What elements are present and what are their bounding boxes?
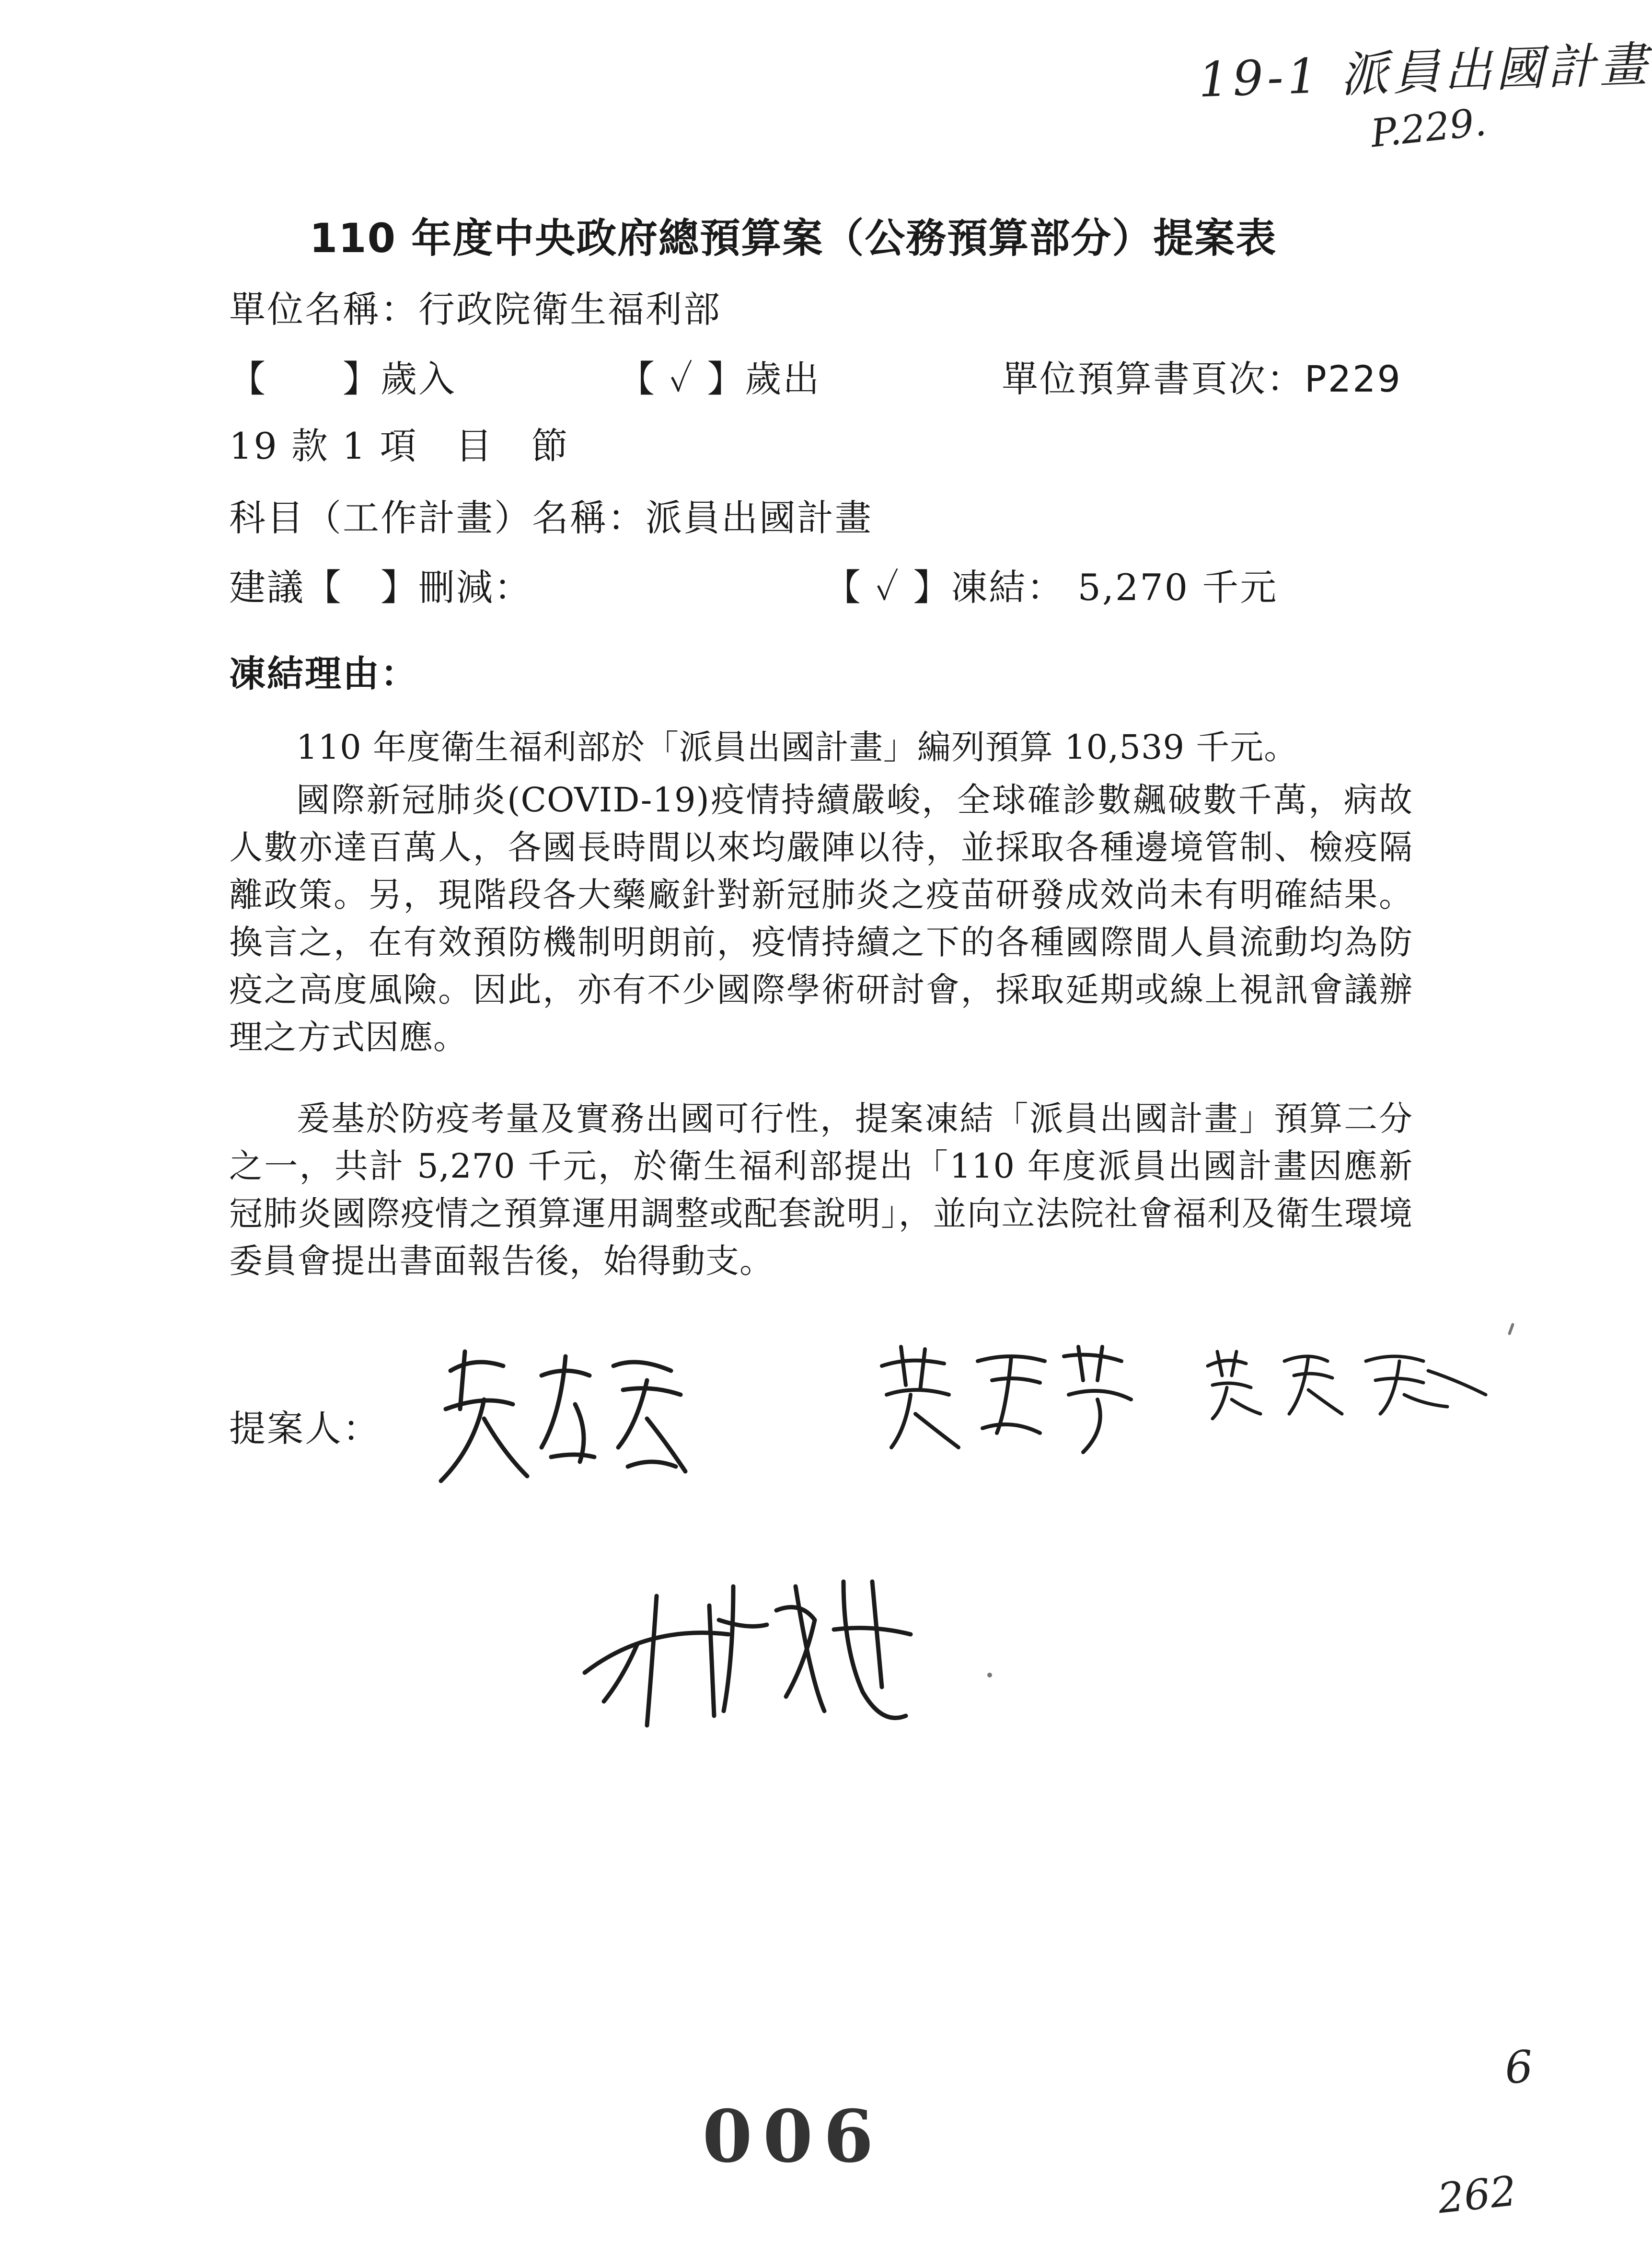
subject-value: 派員出國計畫 (646, 497, 873, 539)
signature-1 (431, 1337, 700, 1495)
budget-page-value: P229 (1305, 358, 1402, 400)
page-number: 006 (702, 2094, 884, 2179)
signature-4 (575, 1553, 968, 1754)
document-title: 110 年度中央政府總預算案（公務預算部分）提案表 (309, 215, 1277, 262)
unit-name-row (229, 280, 721, 333)
signature-2 (872, 1337, 1150, 1462)
reason-heading: 凍結理由： (229, 652, 418, 695)
reason-paragraph-3: 爰基於防疫考量及實務出國可行性，提案凍結「派員出國計畫」預算二分之一，共計 5,270 千元，於衛生福利部提出「110 年度派員出國計畫因應新冠肺炎國際疫情之預算運用調整或配套說明」，並向立法院社會福利及衛生環境委員會提出書面報告後，始得動支。 (229, 1099, 1413, 1281)
budget-page-label: 單位預算書頁次： (1002, 358, 1305, 400)
margin-mark-b: 262 (1435, 2167, 1519, 2223)
handwritten-page-reference: P.229. (1368, 99, 1489, 156)
proposer-label: 提案人： (229, 1407, 381, 1450)
freeze-checkbox: 【 ✓ 】凍結： (824, 566, 1065, 609)
unit-name-value: 行政院衛生福利部 (418, 288, 721, 331)
scan-speck (1508, 1323, 1515, 1335)
suggestion-cut: 建議【 】刪減： (229, 566, 532, 609)
freeze-amount: 5,270 千元 (1077, 566, 1278, 609)
item-line: 19 款 1 項 目 節 (229, 425, 569, 467)
reason-paragraph-2: 國際新冠肺炎(COVID-19)疫情持續嚴峻，全球確診數飆破數千萬，病故人數亦達百萬人，各國長時間以來均嚴陣以待，並採取各種邊境管制、檢疫隔離政策。另，現階段各大藥廠針對新冠肺炎之疫苗研發成效尚未有明確結果。換言之，在有效預防機制明朗前，疫情持續之下的各種國際間人員流動均為防疫之高度風險。因此，亦有不少國際學術研討會，採取延期或線上視訊會議辦理之方式因應。 (229, 780, 1413, 1057)
reason-paragraph-1: 110 年度衛生福利部於「派員出國計畫」編列預算 10,539 千元。 (296, 728, 1298, 767)
scan-speck (987, 1673, 992, 1677)
margin-mark-a: 6 (1503, 2041, 1535, 2094)
expenditure-checkbox: 【 ✓ 】歲出 (618, 358, 821, 400)
budget-page-row (1002, 350, 1402, 402)
signature-3 (1198, 1342, 1495, 1428)
subject-label: 科目（工作計畫）名稱： (229, 497, 646, 539)
subject-row (229, 489, 873, 541)
handwritten-top-note: 19-1 派員出國計畫 (1197, 36, 1652, 108)
revenue-checkbox: 【 】歲入 (229, 358, 456, 400)
unit-name-label: 單位名稱： (229, 288, 418, 331)
suggestion-freeze-row (824, 558, 1278, 611)
